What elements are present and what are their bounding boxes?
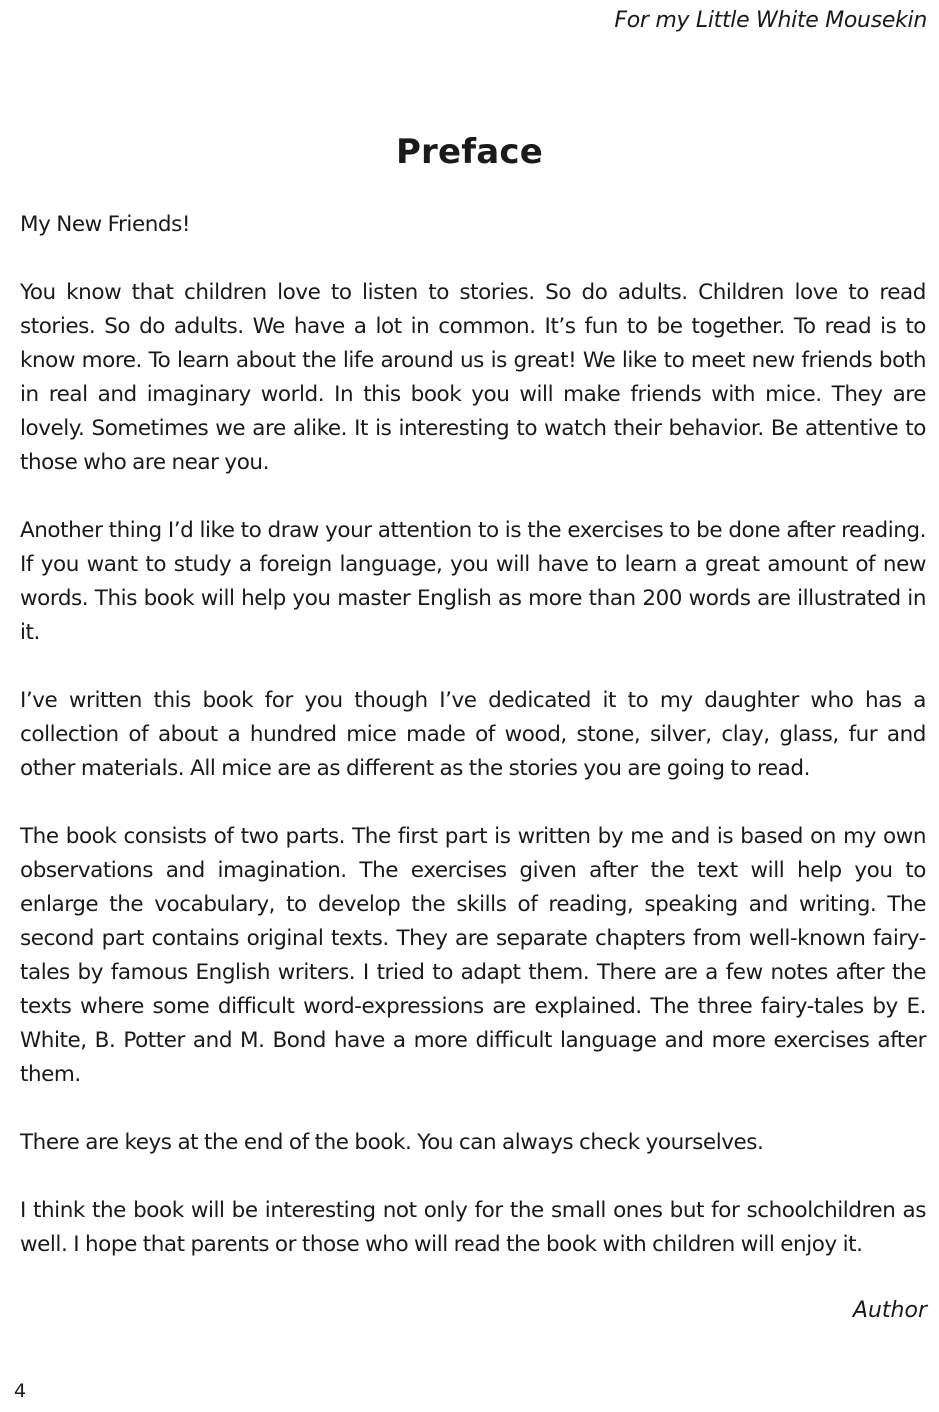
preface-body <box>20 208 926 1262</box>
paragraph: I think the book will be interesting not only for the small ones but for schoolchildren as well. I hope that parents or those who will read the book with children will enjoy it. <box>20 1198 926 1257</box>
paragraph: I’ve written this book for you though I’ve dedicated it to my daughter who has a collection of about a hundred mice made of wood, stone, silver, clay, glass, fur and other materials. All mice are as different as the stories you are going to read. <box>20 688 926 781</box>
paragraph: There are keys at the end of the book. You can always check yourselves. <box>20 1130 764 1155</box>
dedication: For my Little White Mousekin <box>614 8 927 33</box>
page-number: 4 <box>14 1380 27 1402</box>
paragraph: You know that children love to listen to stories. So do adults. Children love to read stories. So do adults. We have a lot in common. It’s fun to be together. To read is to know more. To learn about the life around us is great! We like to meet new friends both in real and imaginary world. In this book you will make friends with mice. They are lovely. Sometimes we are alike. It is interesting to watch their behavior. Be attentive to those who are near you. <box>20 280 926 475</box>
paragraph: Another thing I’d like to draw your attention to is the exercises to be done after reading. If you want to study a foreign language, you will have to learn a great amount of new words. This book will help you master English as more than 200 words are illustrated in it. <box>20 518 926 645</box>
paragraph: The book consists of two parts. The first part is written by me and is based on my own observations and imagination. The exercises given after the text will help you to enlarge the vocabulary, to develop the skills of reading, speaking and writing. The second part contains original texts. They are separate chapters from well-known fairy-tales by famous English writers. I tried to adapt them. There are a few notes after the texts where some difficult word-expressions are explained. The three fairy-tales by E. White, B. Potter and M. Bond have a more difficult language and more exercises after them. <box>20 824 926 1087</box>
author-signature: Author <box>852 1298 927 1323</box>
page-title: Preface <box>395 132 544 172</box>
greeting: My New Friends! <box>20 212 191 237</box>
